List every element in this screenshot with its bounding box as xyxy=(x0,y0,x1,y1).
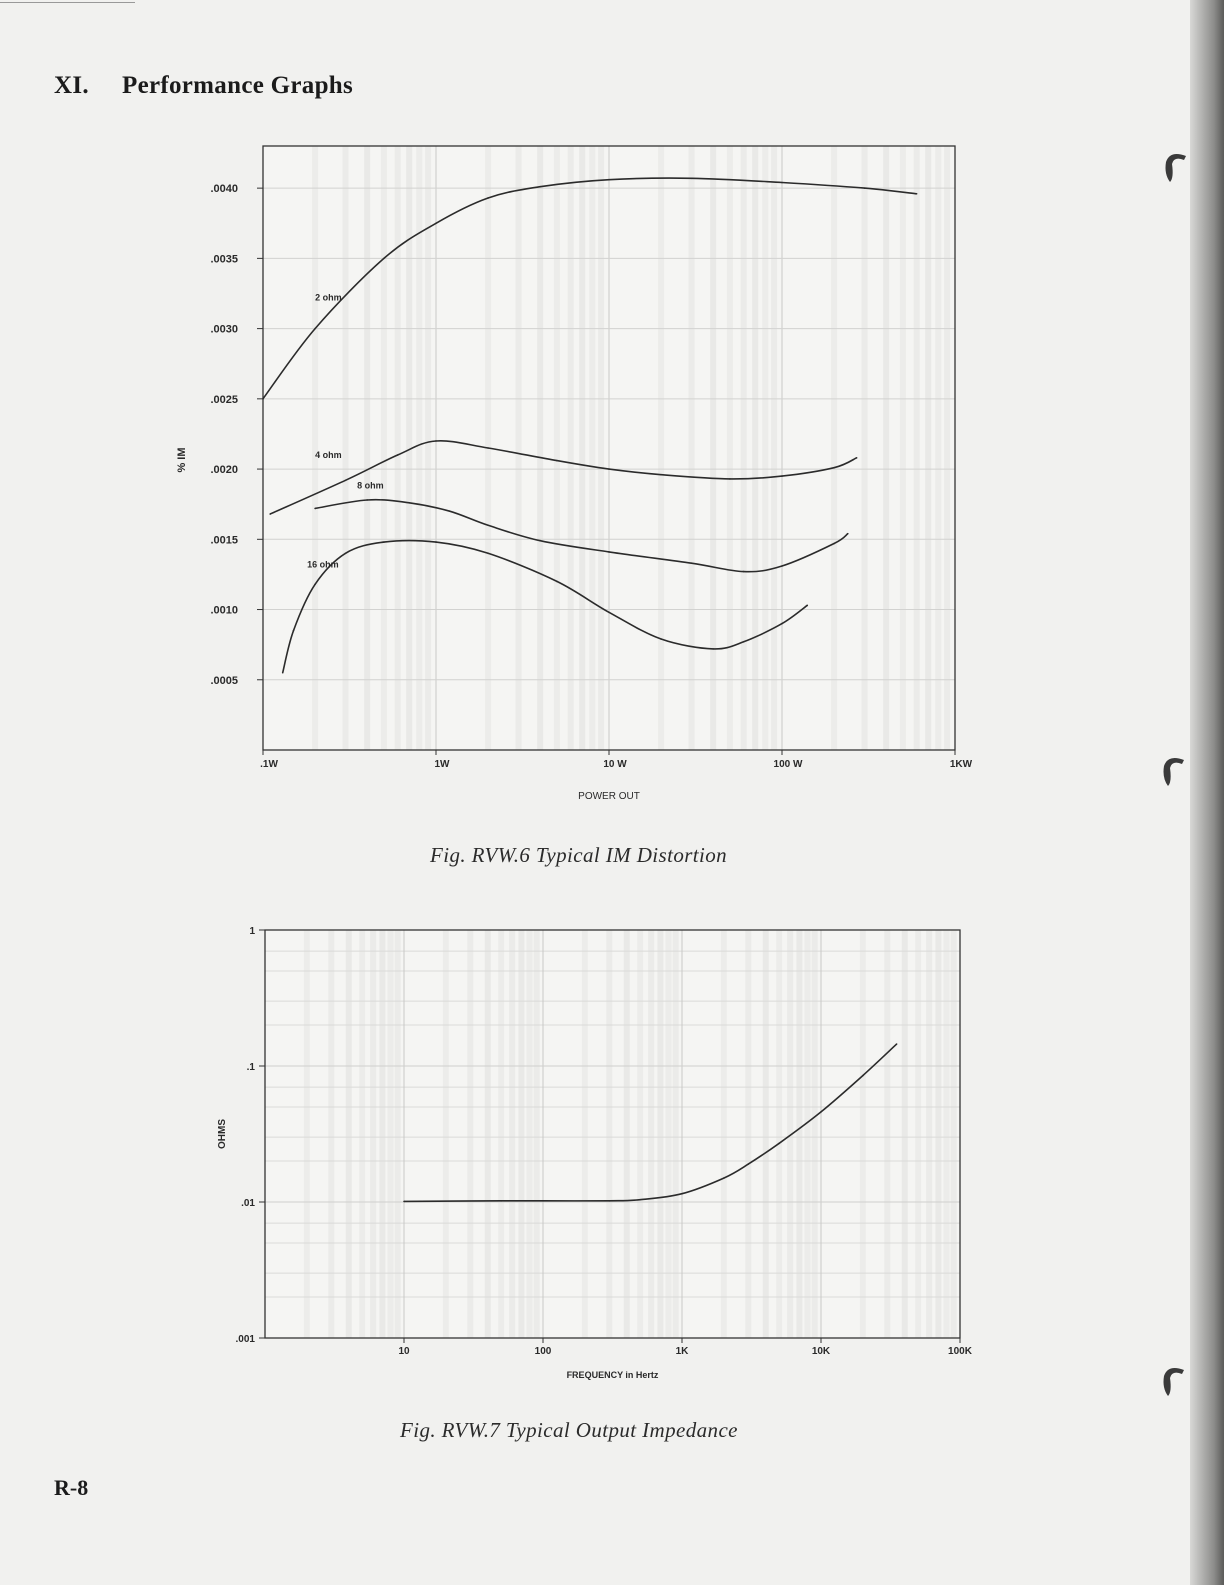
grid-band xyxy=(900,146,906,750)
x-tick-label: 10 W xyxy=(603,759,627,770)
data-point xyxy=(743,571,745,573)
grid-band xyxy=(935,146,941,750)
grid-band xyxy=(914,146,920,750)
grid-band xyxy=(776,930,782,1338)
y-axis-label: % IM xyxy=(176,447,188,473)
grid-band xyxy=(752,146,758,750)
series-label: 4 ohm xyxy=(315,449,342,460)
grid-band xyxy=(666,930,672,1338)
data-point xyxy=(487,553,489,555)
grid-band xyxy=(673,930,679,1338)
data-point xyxy=(314,583,316,585)
page-number: R-8 xyxy=(54,1475,89,1500)
y-tick-label: .1 xyxy=(246,1062,255,1073)
data-point xyxy=(435,440,437,442)
grid-band xyxy=(951,930,957,1338)
data-point xyxy=(435,222,437,224)
data-point xyxy=(639,1199,641,1201)
data-point xyxy=(723,1177,725,1179)
grid-band xyxy=(710,146,716,750)
grid-band xyxy=(648,930,654,1338)
grid-band xyxy=(395,930,401,1338)
grid-band xyxy=(527,930,533,1338)
series-label: 8 ohm xyxy=(357,480,384,491)
binder-hole-icon xyxy=(1160,752,1186,788)
data-point xyxy=(556,581,558,583)
grid-band xyxy=(721,930,727,1338)
binder-hole-icon xyxy=(1162,148,1188,184)
grid-band xyxy=(935,930,941,1338)
data-point xyxy=(856,457,858,459)
y-tick-label: .0015 xyxy=(210,534,238,547)
data-point xyxy=(282,672,284,674)
grid-band xyxy=(579,146,585,750)
grid-band xyxy=(658,146,664,750)
data-point xyxy=(383,258,385,260)
data-point xyxy=(403,1201,405,1203)
data-point xyxy=(487,197,489,199)
grid-band xyxy=(509,930,515,1338)
data-point xyxy=(314,508,316,510)
grid-band xyxy=(624,930,630,1338)
data-point xyxy=(712,648,714,650)
grid-band xyxy=(925,146,931,750)
x-tick-label: 10 xyxy=(398,1346,410,1357)
grid-band xyxy=(425,146,431,750)
grid-band xyxy=(862,146,868,750)
section-heading xyxy=(54,72,353,100)
data-point xyxy=(408,502,410,504)
y-tick-label: .0020 xyxy=(210,464,238,477)
grid-band xyxy=(370,930,376,1338)
grid-band xyxy=(498,930,504,1338)
output-impedance-chart xyxy=(200,910,1000,1390)
data-point xyxy=(743,641,745,643)
data-point xyxy=(781,475,783,477)
x-tick-label: 100 W xyxy=(773,759,803,770)
data-point xyxy=(539,540,541,542)
grid-band xyxy=(359,930,365,1338)
data-point xyxy=(916,193,918,195)
grid-band xyxy=(381,146,387,750)
grid-band xyxy=(944,146,950,750)
data-point xyxy=(660,638,662,640)
paper-edge xyxy=(1190,0,1224,1585)
data-point xyxy=(748,1163,750,1165)
y-tick-label: .001 xyxy=(235,1334,255,1345)
data-point xyxy=(781,623,783,625)
data-point xyxy=(781,565,783,567)
plot-area xyxy=(265,930,960,1338)
data-point xyxy=(833,467,835,469)
data-point xyxy=(383,541,385,543)
grid-band xyxy=(568,146,574,750)
grid-band xyxy=(485,930,491,1338)
data-point xyxy=(778,1143,780,1145)
data-point xyxy=(781,182,783,184)
grid-band xyxy=(537,146,543,750)
grid-band xyxy=(343,146,349,750)
data-point xyxy=(556,460,558,462)
data-point xyxy=(608,179,610,181)
grid-band xyxy=(637,930,643,1338)
data-point xyxy=(345,553,347,555)
data-point xyxy=(500,1200,502,1202)
im-distortion-chart xyxy=(160,130,1000,810)
x-axis-label: FREQUENCY in Hertz xyxy=(566,1370,659,1380)
grid-band xyxy=(812,930,818,1338)
data-point xyxy=(293,630,295,632)
grid-band xyxy=(902,930,908,1338)
series-label: 16 ohm xyxy=(307,559,339,570)
data-point xyxy=(691,178,693,180)
figure-7-caption: Fig. RVW.7 Typical Output Impedance xyxy=(400,1418,738,1442)
y-tick-label: .01 xyxy=(241,1198,255,1209)
grid-band xyxy=(443,930,449,1338)
grid-band xyxy=(771,146,777,750)
data-point xyxy=(608,468,610,470)
grid-band xyxy=(554,146,560,750)
x-tick-label: .1W xyxy=(260,759,278,770)
data-point xyxy=(397,454,399,456)
grid-band xyxy=(582,930,588,1338)
y-tick-label: .0005 xyxy=(210,674,238,687)
grid-band xyxy=(518,930,524,1338)
grid-band xyxy=(657,930,663,1338)
grid-band xyxy=(741,146,747,750)
grid-band xyxy=(606,930,612,1338)
x-tick-label: 100 xyxy=(534,1346,552,1357)
grid-band xyxy=(388,930,394,1338)
data-point xyxy=(896,1043,898,1045)
data-point xyxy=(862,1075,864,1077)
grid-band xyxy=(796,930,802,1338)
data-point xyxy=(608,612,610,614)
grid-band xyxy=(831,146,837,750)
section-number: XI. xyxy=(54,72,89,99)
grid-band xyxy=(346,930,352,1338)
figure-6-caption: Fig. RVW.6 Typical IM Distortion xyxy=(430,843,728,867)
grid-band xyxy=(395,146,401,750)
data-point xyxy=(435,541,437,543)
grid-band xyxy=(762,146,768,750)
x-tick-label: 10K xyxy=(811,1346,831,1357)
grid-band xyxy=(944,930,950,1338)
grid-band xyxy=(589,146,595,750)
data-point xyxy=(487,447,489,449)
grid-band xyxy=(416,146,422,750)
grid-band xyxy=(328,930,334,1338)
x-tick-label: 1K xyxy=(675,1346,689,1357)
data-point xyxy=(681,1193,683,1195)
grid-band xyxy=(805,930,811,1338)
grid-band xyxy=(534,930,540,1338)
data-point xyxy=(269,513,271,515)
grid-band xyxy=(763,930,769,1338)
data-point xyxy=(449,510,451,512)
y-tick-label: .0010 xyxy=(210,604,238,617)
data-point xyxy=(539,186,541,188)
data-point xyxy=(314,328,316,330)
grid-band xyxy=(860,930,866,1338)
y-axis-label: OHMS xyxy=(217,1119,228,1149)
binder-hole-icon xyxy=(1160,1362,1186,1398)
grid-band xyxy=(364,146,370,750)
data-point xyxy=(487,524,489,526)
data-point xyxy=(847,533,849,535)
grid-band xyxy=(689,146,695,750)
grid-band xyxy=(926,930,932,1338)
grid-band xyxy=(745,930,751,1338)
section-title: Performance Graphs xyxy=(122,72,354,99)
data-point xyxy=(864,187,866,189)
data-point xyxy=(345,480,347,482)
grid-band xyxy=(312,146,318,750)
y-tick-label: .0040 xyxy=(210,183,238,196)
top-rule xyxy=(0,2,135,3)
grid-band xyxy=(915,930,921,1338)
data-point xyxy=(691,562,693,564)
data-point xyxy=(608,551,610,553)
data-point xyxy=(833,543,835,545)
x-tick-label: 100K xyxy=(948,1346,972,1357)
grid-band xyxy=(883,146,889,750)
data-point xyxy=(806,605,808,607)
data-point xyxy=(820,1111,822,1113)
data-point xyxy=(366,499,368,501)
data-point xyxy=(660,474,662,476)
x-tick-label: 1KW xyxy=(949,759,973,770)
grid-band xyxy=(304,930,310,1338)
grid-band xyxy=(884,930,890,1338)
grid-band xyxy=(467,930,473,1338)
grid-band xyxy=(598,146,604,750)
grid-band xyxy=(516,146,522,750)
y-tick-label: .0030 xyxy=(210,323,238,336)
grid-band xyxy=(727,146,733,750)
series-label: 2 ohm xyxy=(315,292,342,303)
y-tick-label: 1 xyxy=(249,926,255,937)
data-point xyxy=(609,1200,611,1202)
y-tick-label: .0035 xyxy=(210,253,238,266)
x-tick-label: 1W xyxy=(434,759,450,770)
data-point xyxy=(262,398,264,400)
data-point xyxy=(729,478,731,480)
data-point xyxy=(542,1200,544,1202)
x-axis-label: POWER OUT xyxy=(578,791,640,802)
y-tick-label: .0025 xyxy=(210,393,238,406)
grid-band xyxy=(379,930,385,1338)
